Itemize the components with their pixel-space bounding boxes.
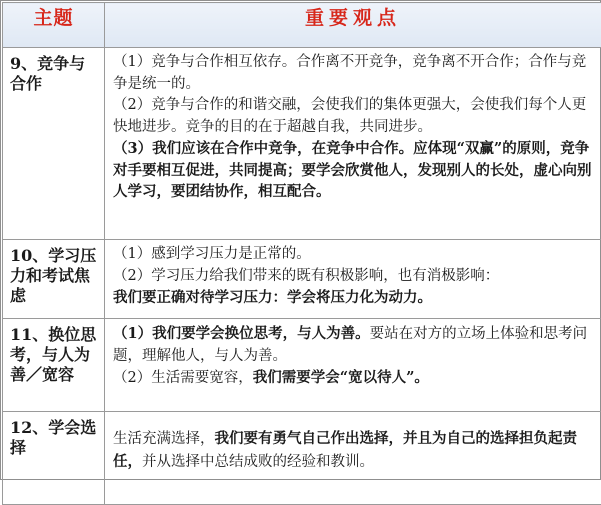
view-phrase-key: （1）我们要学会换位思考，与人为善。: [113, 325, 370, 342]
view-phrase-key: 我们需要学会“宽以待人”。: [253, 369, 429, 386]
table-row: [3, 48, 601, 240]
view-paragraph-key: （3）我们应该在合作中竞争，在竞争中合作。应体现“双赢”的原则，竞争对手要相互促进，共同提高；要学会欣赏他人，发现别人的长处，虚心向别人学习，要团结协作，相互配合。: [113, 138, 595, 203]
view-paragraph: （1）感到学习压力是正常的。: [113, 244, 595, 266]
view-phrase: 要站在对方的立场上体验和思考问题，理解他人，与人为善。: [113, 326, 587, 364]
view-paragraph: （1）竞争与合作相互依存。合作离不开竞争，竞争离不开合作；合作与竞争是统一的。: [113, 52, 595, 95]
view-paragraph: [113, 416, 595, 473]
table-row: [3, 412, 601, 505]
view-phrase-key: 我们要有勇气自己作出选择，并且为自己的选择担负起责任，: [113, 430, 577, 470]
view-phrase: 并从选择中总结成败的经验和教训。: [142, 454, 374, 470]
view-phrase: 生活充满选择，: [113, 431, 215, 447]
view-cell: [105, 48, 601, 240]
view-paragraph-key: 我们要正确对待学习压力：学会将压力化为动力。: [113, 287, 595, 309]
view-cell: [105, 240, 601, 319]
topic-cell: 11、换位思考，与人为善／宽容: [3, 319, 105, 412]
table-header-row: [3, 3, 601, 48]
topic-cell: 9、竞争与合作: [3, 48, 105, 240]
topic-cell: 12、学会选择: [3, 412, 105, 505]
view-paragraph: [113, 323, 595, 367]
table-row: [3, 319, 601, 412]
view-paragraph: （2）竞争与合作的和谐交融，会使我们的集体更强大，会使我们每个人更快地进步。竞争的目的在于超越自我，共同进步。: [113, 95, 595, 138]
view-paragraph: [113, 367, 595, 390]
header-view: 重要观点: [105, 3, 601, 48]
key-points-table: [2, 2, 601, 505]
view-cell: [105, 412, 601, 505]
view-phrase: （2）生活需要宽容，: [113, 370, 253, 386]
topic-cell: 10、学习压力和考试焦虑: [3, 240, 105, 319]
header-topic: 主题: [3, 3, 105, 48]
table-row: [3, 240, 601, 319]
view-cell: [105, 319, 601, 412]
view-paragraph: （2）学习压力给我们带来的既有积极影响，也有消极影响：: [113, 266, 595, 288]
